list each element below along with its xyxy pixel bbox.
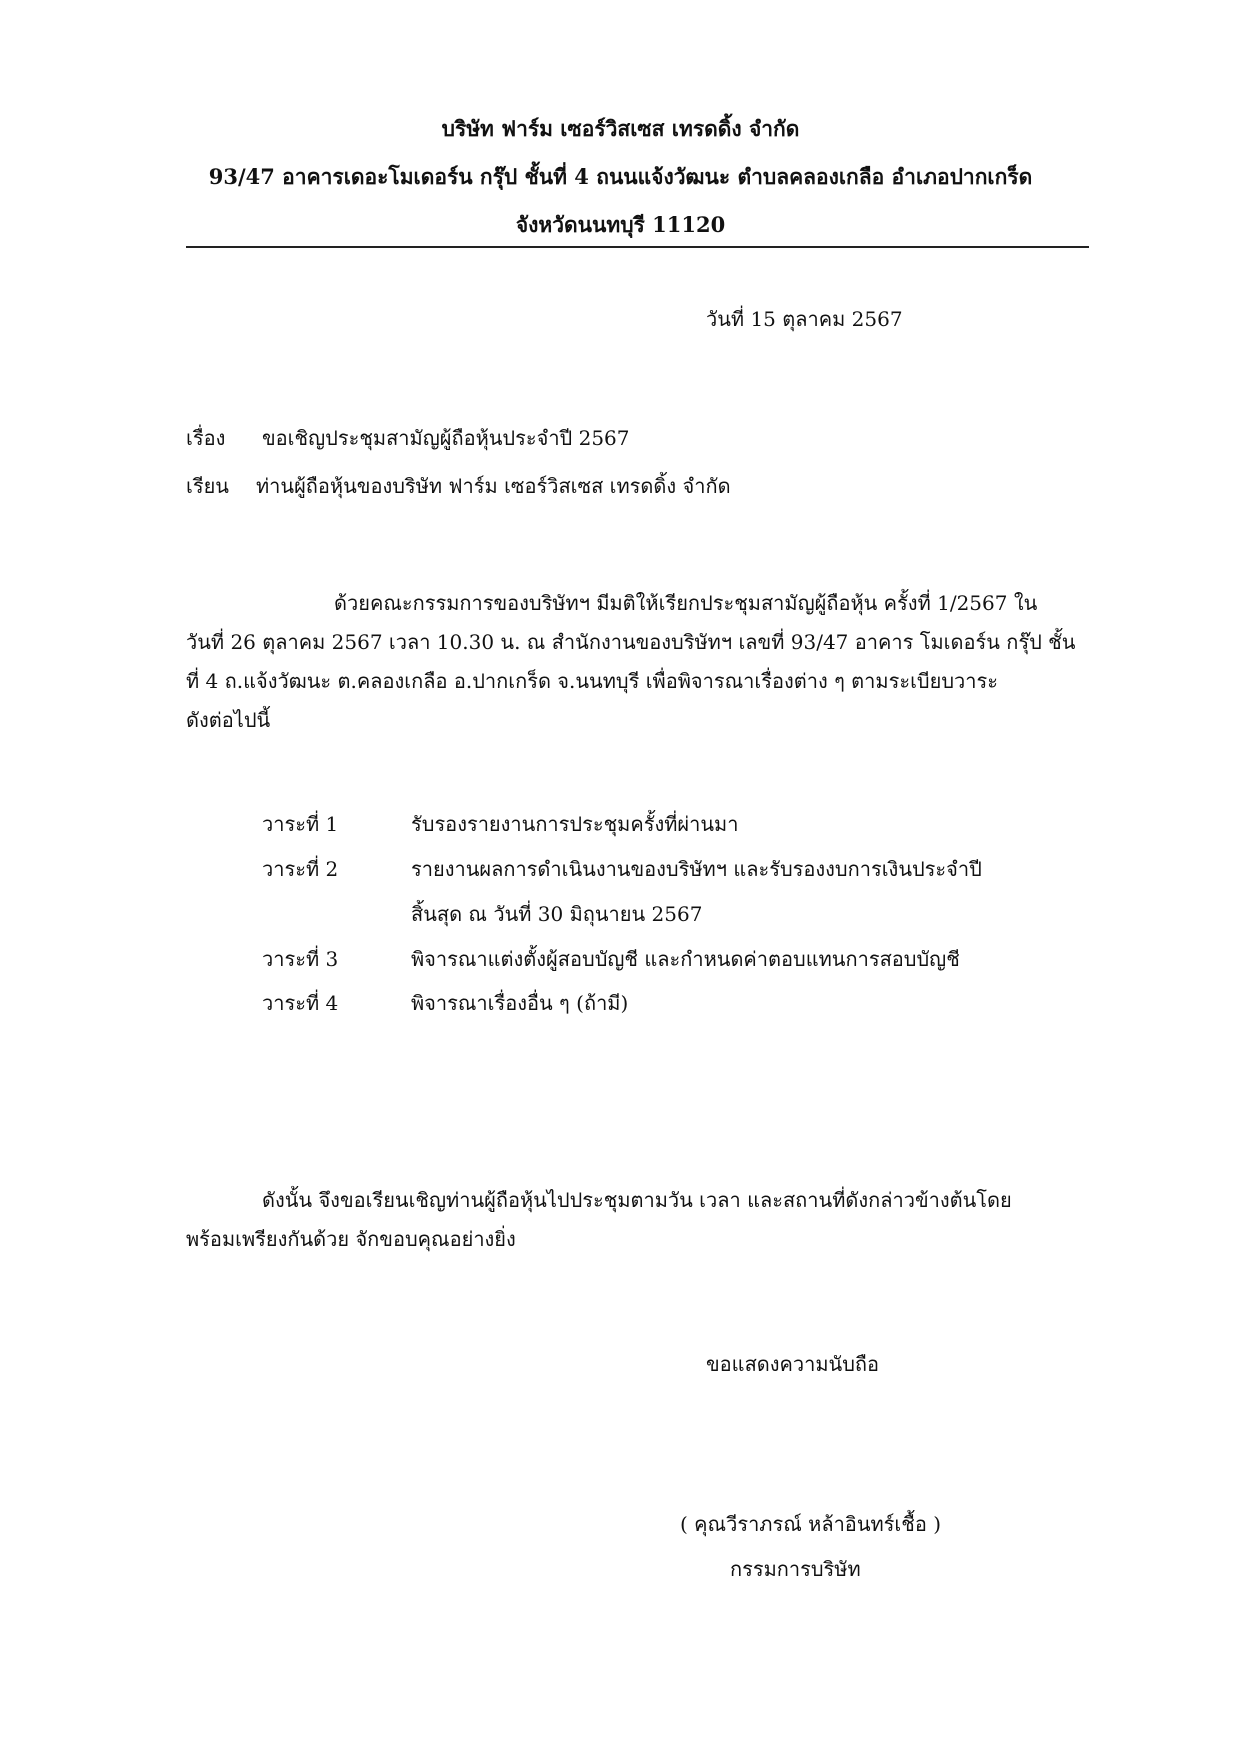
agenda-text-2-cont: สิ้นสุด ณ วันที่ 30 มิถุนายน 2567	[411, 902, 703, 926]
agenda-label-3: วาระที่ 3	[262, 947, 339, 971]
agenda-text-2: รายงานผลการดำเนินงานของบริษัทฯ และรับรองงบการเงินประจำปี	[411, 857, 982, 881]
signatory-title: กรรมการบริษัท	[730, 1557, 861, 1581]
closing-line: ดังนั้น จึงขอเรียนเชิญท่านผู้ถือหุ้นไปประชุมตามวัน เวลา และสถานที่ดังกล่าวข้างต้นโดย	[262, 1188, 1012, 1212]
body-paragraph	[186, 584, 1083, 740]
subject-label: เรื่อง	[186, 426, 226, 450]
closing-line: พร้อมเพรียงกันด้วย จักขอบคุณอย่างยิ่ง	[186, 1227, 516, 1251]
agenda-text-4: พิจารณาเรื่องอื่น ๆ (ถ้ามี)	[411, 991, 629, 1015]
body-line: ดังต่อไปนี้	[186, 708, 271, 732]
recipient-text: ท่านผู้ถือหุ้นของบริษัท ฟาร์ม เซอร์วิสเซส เทรดดิ้ง จำกัด	[256, 474, 731, 498]
company-address-line-2: จังหวัดนนทบุรี 11120	[515, 212, 726, 237]
sign-off: ขอแสดงความนับถือ	[706, 1352, 880, 1376]
closing-paragraph	[186, 1181, 1083, 1259]
company-name: บริษัท ฟาร์ม เซอร์วิสเซส เทรดดิ้ง จำกัด	[441, 116, 800, 141]
agenda-text-1: รับรองรายงานการประชุมครั้งที่ผ่านมา	[411, 812, 739, 836]
signatory-name: ( คุณวีราภรณ์ หล้าอินทร์เชื้อ )	[680, 1512, 941, 1536]
recipient-label: เรียน	[186, 474, 229, 498]
agenda-label-1: วาระที่ 1	[262, 812, 339, 836]
header-divider	[186, 246, 1089, 248]
agenda-text-3: พิจารณาแต่งตั้งผู้สอบบัญชี และกำหนดค่าตอบแทนการสอบบัญชี	[411, 947, 960, 971]
letter-date: วันที่ 15 ตุลาคม 2567	[706, 307, 903, 331]
subject-text: ขอเชิญประชุมสามัญผู้ถือหุ้นประจำปี 2567	[262, 426, 630, 450]
body-line: ที่ 4 ถ.แจ้งวัฒนะ ต.คลองเกลือ อ.ปากเกร็ด จ.นนทบุรี เพื่อพิจารณาเรื่องต่าง ๆ ตามระเบียบวาระ	[186, 669, 998, 693]
agenda-label-2: วาระที่ 2	[262, 857, 339, 881]
body-line: วันที่ 26 ตุลาคม 2567 เวลา 10.30 น. ณ สำนักงานของบริษัทฯ เลขที่ 93/47 อาคาร โมเดอร์น กรุ๊ป ชั้น	[186, 630, 1076, 654]
company-address-line-1: 93/47 อาคารเดอะโมเดอร์น กรุ๊ป ชั้นที่ 4 ถนนแจ้งวัฒนะ ตำบลคลองเกลือ อำเภอปากเกร็ด	[208, 164, 1033, 189]
body-line: ด้วยคณะกรรมการของบริษัทฯ มีมติให้เรียกประชุมสามัญผู้ถือหุ้น ครั้งที่ 1/2567 ใน	[334, 591, 1038, 615]
agenda-label-4: วาระที่ 4	[262, 991, 339, 1015]
